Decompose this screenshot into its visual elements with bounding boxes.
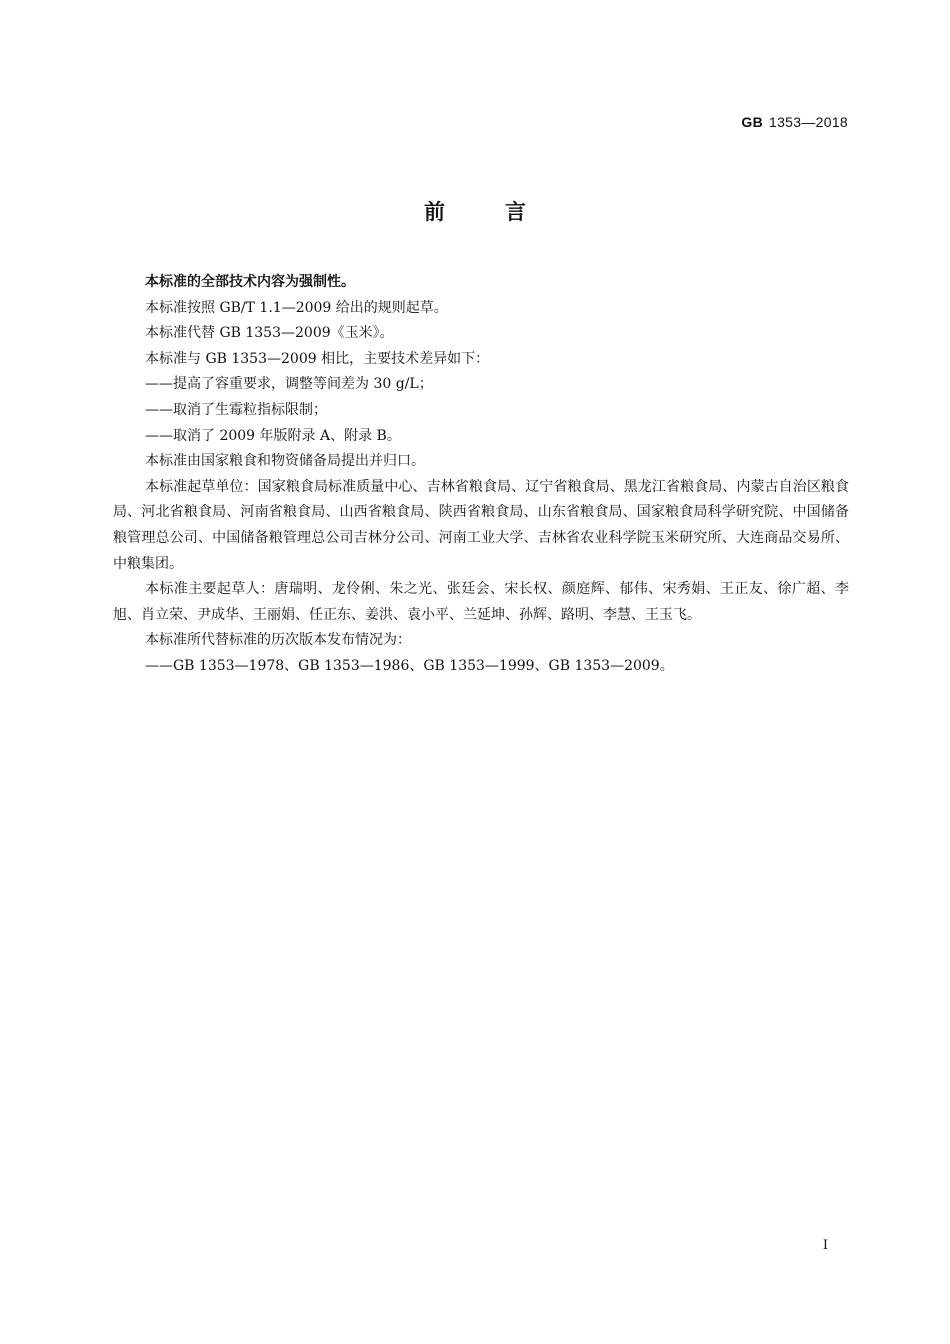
page-number: I (822, 1238, 828, 1253)
paragraph: 本标准代替 GB 1353—2009《玉米》。 (145, 325, 394, 342)
list-item: ——取消了生霉粒指标限制； (145, 401, 327, 418)
drafters: 本标准主要起草人：唐瑞明、龙伶俐、朱之光、张廷会、宋长权、颜庭辉、郁伟、宋秀娟、王正友、徐广超、李旭、肖立荣、尹成华、王丽娟、任正东、姜洪、袁小平、兰延坤、孙辉、路明、李慧、王玉飞。 (113, 581, 849, 623)
standard-code (741, 114, 848, 130)
list-item: ——提高了容重要求，调整等间差为 30 g/L； (145, 376, 433, 393)
paragraph: 本标准与 GB 1353—2009 相比，主要技术差异如下： (145, 350, 490, 367)
standard-prefix: GB (741, 114, 763, 130)
paragraph: 本标准按照 GB/T 1.1—2009 给出的规则起草。 (145, 299, 448, 316)
paragraph: 本标准由国家粮食和物资储备局提出并归口。 (145, 453, 425, 470)
standard-number: 1353—2018 (769, 114, 848, 130)
foreword-body (113, 270, 849, 680)
paragraph: 本标准的全部技术内容为强制性。 (145, 274, 355, 290)
list-item: ——GB 1353—1978、GB 1353—1986、GB 1353—1999、GB 1353—2009。 (145, 657, 674, 674)
paragraph: 本标准所代替标准的历次版本发布情况为： (145, 632, 411, 649)
drafting-units: 本标准起草单位：国家粮食局标准质量中心、吉林省粮食局、辽宁省粮食局、黑龙江省粮食局、内蒙古自治区粮食局、河北省粮食局、河南省粮食局、山西省粮食局、陕西省粮食局、山东省粮食局、国家粮食局科学研究院、中国储备粮管理总公司、中国储备粮管理总公司吉林分公司、河南工业大学、吉林省农业科学院玉米研究所、大连商品交易所、中粮集团。 (113, 478, 849, 572)
page-title: 前言 (424, 200, 586, 224)
list-item: ——取消了 2009 年版附录 A、附录 B。 (145, 427, 401, 444)
